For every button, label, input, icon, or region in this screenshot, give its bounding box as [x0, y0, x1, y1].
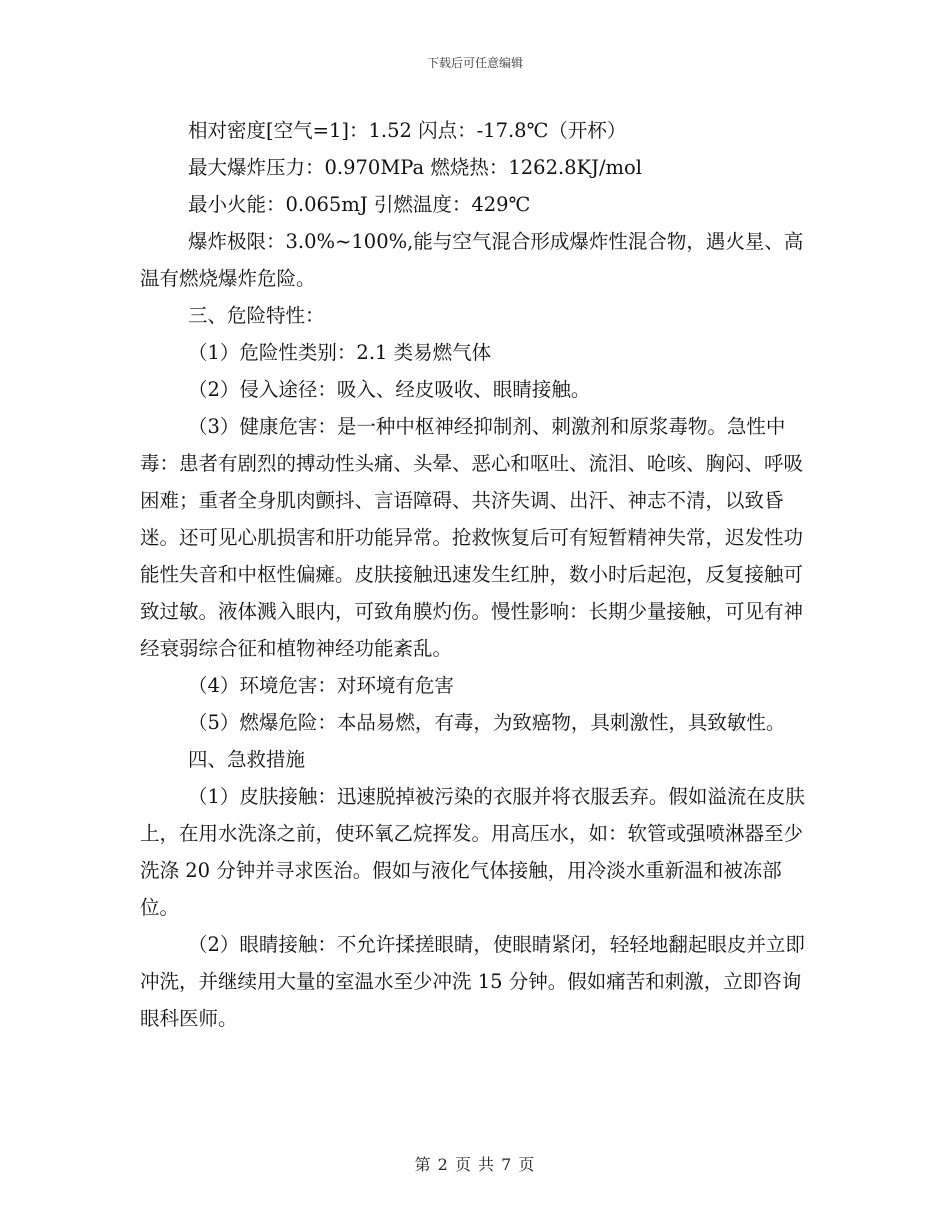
paragraph-health-hazard: （3）健康危害：是一种中枢神经抑制剂、刺激剂和原浆毒物。急性中毒：患者有剧烈的搏动性头痛、头晕、恶心和呕吐、流泪、呛咳、胸闷、呼吸困难；重者全身肌肉颤抖、言语障碍、共济失调、出汗、神志不清，以致昏迷。还可见心肌损害和肝功能异常。抢救恢复后可有短暂精神失常，迟发性功能性失音和中枢性偏瘫。皮肤接触迅速发生红肿，数小时后起泡，反复接触可致过敏。液体溅入眼内，可致角膜灼伤。慢性影响：长期少量接触，可见有神经衰弱综合征和植物神经功能紊乱。 [140, 415, 804, 660]
paragraph-exposure-route: （2）侵入途径：吸入、经皮吸收、眼睛接触。 [188, 378, 591, 401]
paragraph-hazard-class: （1）危险性类别：2.1 类易燃气体 [188, 341, 492, 364]
page-footer: 第 2 页 共 7 页 [414, 1155, 536, 1174]
document-body [140, 112, 810, 1037]
paragraph-eye-contact: （2）眼睛接触：不允许揉搓眼睛，使眼睛紧闭，轻轻地翻起眼皮并立即冲洗，并继续用大量的室温水至少冲洗 15 分钟。假如痛苦和刺激，立即咨询眼科医师。 [140, 933, 805, 1030]
paragraph-fire-hazard: （5）燃爆危险：本品易燃，有毒，为致癌物，具刺激性，具致敏性。 [188, 711, 786, 734]
section-heading-first-aid: 四、急救措施 [188, 748, 306, 771]
page-header: 下载后可任意编辑 [426, 56, 523, 70]
paragraph-explosion-limit: 爆炸极限：3.0%~100%,能与空气混合形成爆炸性混合物，遇火星、高温有燃烧爆炸危险。 [140, 230, 804, 290]
paragraph-ignition: 最小火能：0.065mJ 引燃温度：429℃ [188, 193, 531, 216]
paragraph-density: 相对密度[空气=1]：1.52 闪点：-17.8℃（开杯） [188, 119, 627, 142]
paragraph-pressure: 最大爆炸压力：0.970MPa 燃烧热：1262.8KJ/mol [188, 156, 643, 179]
paragraph-environment-hazard: （4）环境危害：对环境有危害 [188, 674, 454, 697]
section-heading-hazards: 三、危险特性： [188, 304, 325, 327]
paragraph-skin-contact: （1）皮肤接触：迅速脱掉被污染的衣服并将衣服丢弃。假如溢流在皮肤上，在用水洗涤之前，使环氧乙烷挥发。用高压水，如：软管或强喷淋器至少洗涤 20 分钟并寻求医治。假如与液化气体接触，用冷淡水重新温和被冻部位。 [140, 785, 805, 919]
